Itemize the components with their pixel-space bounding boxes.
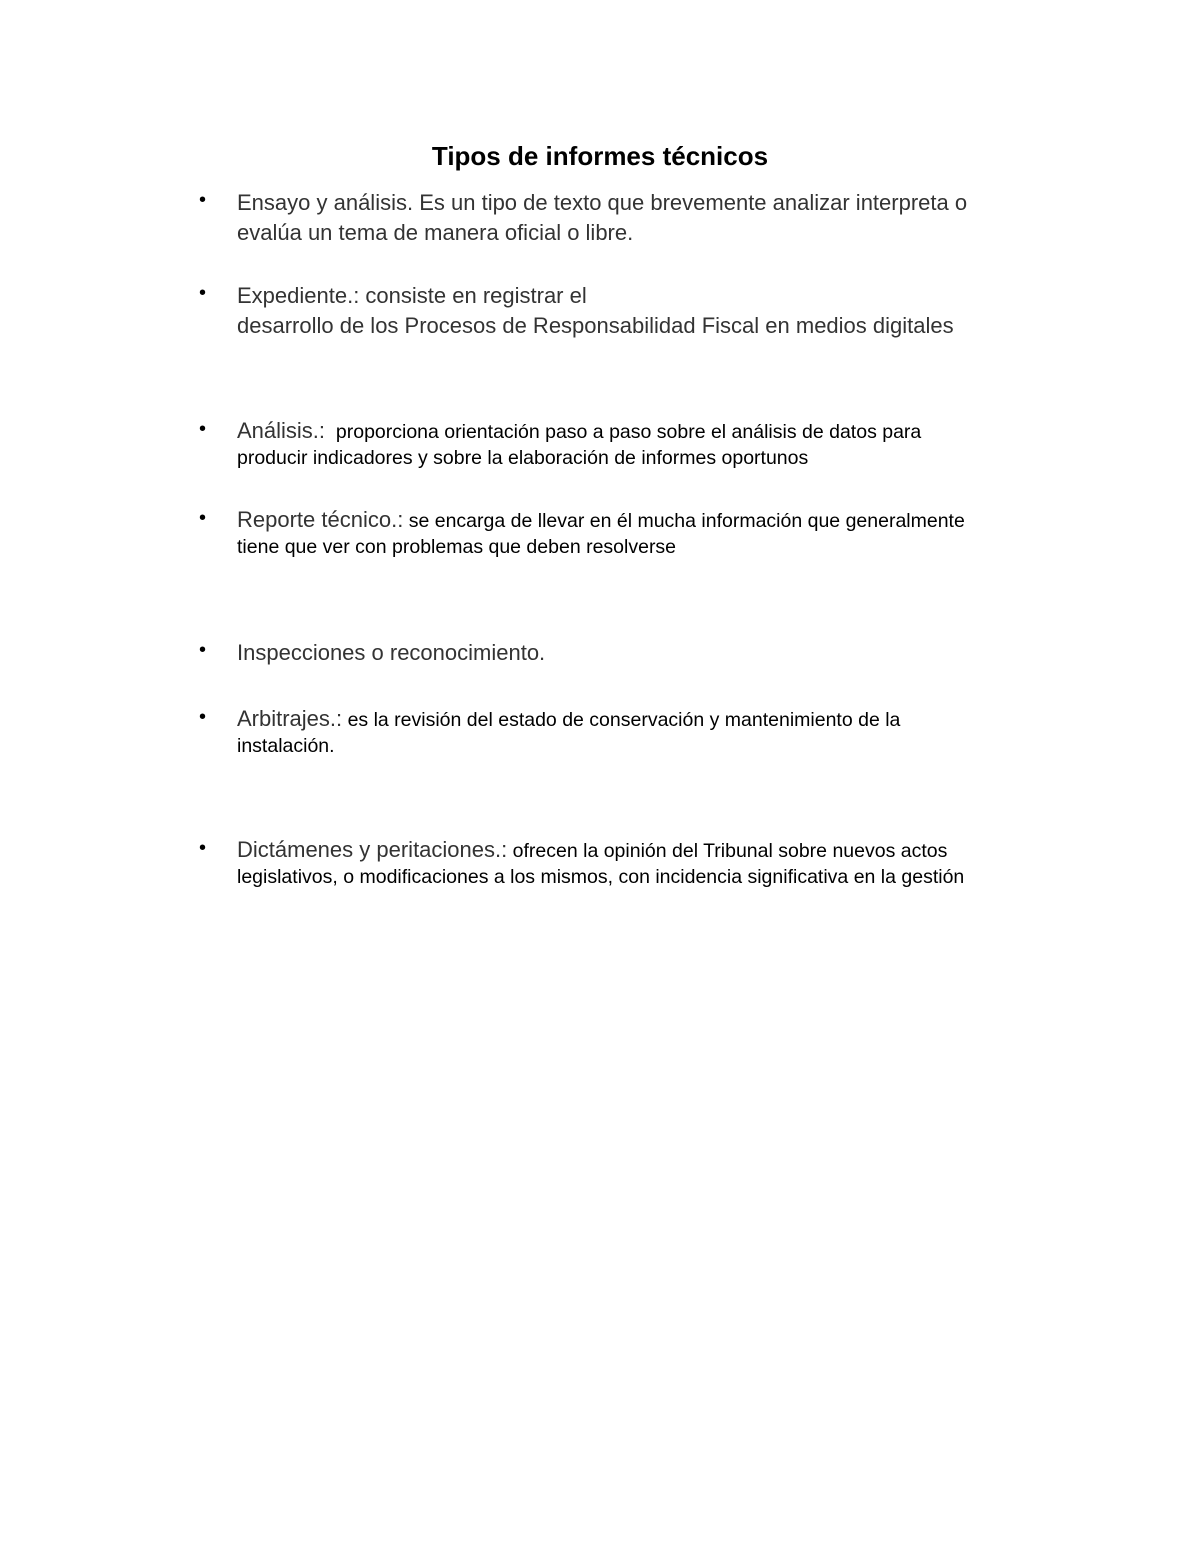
list-item-ensayo [199, 189, 1037, 246]
bullet-icon: • [199, 639, 207, 661]
item-heading: Dictámenes y peritaciones.: [237, 837, 508, 862]
list-item-reporte-tecnico [199, 507, 1037, 560]
list-item-expediente [199, 282, 1037, 339]
item-text: es la revisión del estado de conservación y mantenimiento de la [342, 709, 901, 731]
document-title: Tipos de informes técnicos [431, 141, 769, 171]
item-text-continued: legislativos, o modificaciones a los mismos, con incidencia significativa en la gestión [237, 866, 965, 888]
item-text-continued: evalúa un tema de manera oficial o libre. [237, 220, 634, 245]
item-heading: Análisis.: [237, 418, 326, 443]
item-text: Es un tipo de texto que brevemente analizar interpreta o [413, 190, 968, 215]
item-text-continued: tiene que ver con problemas que deben resolverse [237, 536, 677, 558]
item-heading: Arbitrajes.: [237, 706, 343, 731]
bullet-icon: • [199, 507, 207, 529]
bullet-icon: • [199, 706, 207, 728]
bullet-icon: • [199, 837, 207, 859]
item-text-continued: producir indicadores y sobre la elaboración de informes oportunos [237, 447, 809, 469]
bullet-icon: • [199, 418, 207, 440]
item-heading: Ensayo y análisis. [237, 190, 414, 215]
bullet-icon: • [199, 282, 207, 304]
bullet-icon: • [199, 189, 207, 211]
item-heading: Inspecciones o reconocimiento. [237, 640, 546, 665]
list-item-arbitrajes [199, 706, 1037, 759]
item-text: se encarga de llevar en él mucha información que generalmente [403, 510, 965, 532]
item-text: ofrecen la opinión del Tribunal sobre nuevos actos [507, 840, 948, 862]
item-heading: Expediente.: [237, 283, 360, 308]
item-text-continued: desarrollo de los Procesos de Responsabilidad Fiscal en medios digitales [237, 313, 954, 338]
item-text-continued: instalación. [237, 735, 335, 757]
list-item-inspecciones [199, 639, 1037, 669]
item-heading: Reporte técnico.: [237, 507, 404, 532]
list-item-dictamenes [199, 837, 1037, 890]
list-item-analisis [199, 418, 1037, 471]
item-text: proporciona orientación paso a paso sobre el análisis de datos para [325, 421, 922, 443]
item-text: consiste en registrar el [359, 283, 587, 308]
